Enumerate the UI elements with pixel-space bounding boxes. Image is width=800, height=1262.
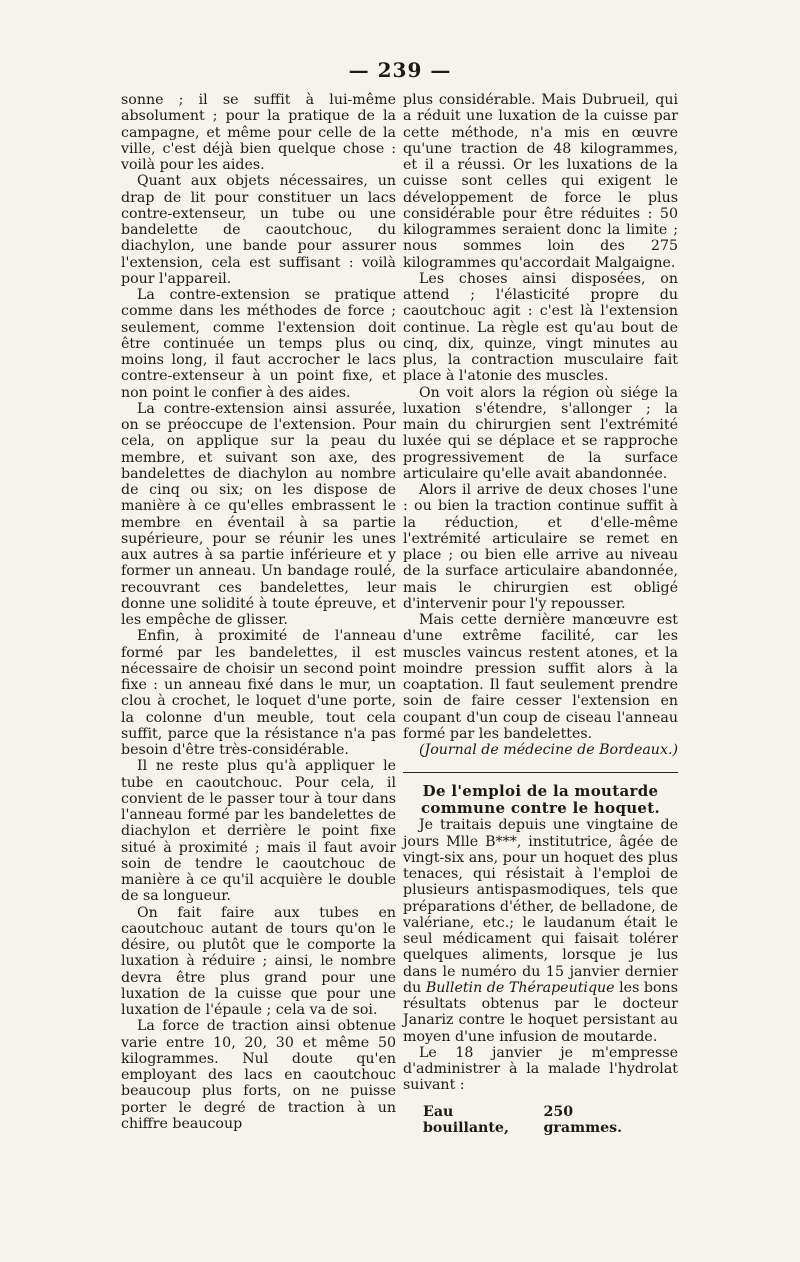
paragraph: Il ne reste plus qu'à appliquer le tube en caoutchouc. Pour cela, il convient de le passer tour à tour dans l'anneau formé par les bandelettes de diachylon et derrière le point fixe situé à proximité ; mais il faut avoir soin de tendre le caoutchouc de manière à ce qu'il acquière le double de sa longueur. (121, 758, 396, 905)
paragraph (403, 817, 678, 1045)
recipe-quantity: 250 grammes. (543, 1103, 623, 1136)
paragraph: Enfin, à proximité de l'anneau formé par les bandelettes, il est nécessaire de choisir un second point fixe : un anneau fixé dans le mur, un clou à crochet, le loquet d'une porte, la colonne d'un meuble, tout cela suffit, parce que la résistance n'a pas besoin d'être très-considérable. (121, 628, 396, 758)
left-column (121, 92, 396, 1132)
paragraph: La force de traction ainsi obtenue varie entre 10, 20, 30 et même 50 kilogrammes. Nul doute qu'en employant des lacs en caoutchouc beaucoup plus forts, on ne puisse porter le degré de traction à un chiffre beaucoup (121, 1018, 396, 1132)
paragraph: Alors il arrive de deux choses l'une : ou bien la traction continue suffit à la réduction, et d'elle-même l'extrémité articulaire se remet en place ; ou bien elle arrive au niveau de la surface articulaire abandonnée, mais le chirurgien est obligé d'intervenir pour l'y repousser. (403, 482, 678, 612)
citation (403, 742, 678, 758)
recipe-ingredient: Eau bouillante, (423, 1103, 509, 1136)
citation-text: (Journal de médecine de Bordeaux.) (418, 742, 678, 758)
paragraph-text: les bons résultats obtenus par le docteur Janariz contre le hoquet persistant au moyen d'une infusion de moutarde. (403, 979, 678, 1045)
paragraph: La contre-extension ainsi assurée, on se préoccupe de l'extension. Pour cela, on applique sur la peau du membre, et suivant son axe, des bandelettes de diachylon au nombre de cinq ou six; on les dispose de manière à ce qu'elles embrassent le membre en éventail à sa partie supérieure, pour se réunir les unes aux autres à sa partie inférieure et y former un anneau. Un bandage roulé, recouvrant ces bandelettes, leur donne une solidité à toute épreuve, et les empêche de glisser. (121, 400, 396, 628)
paragraph: Les choses ainsi disposées, on attend ; l'élasticité propre du caoutchouc agit : c'est là l'extension continue. La règle est qu'au bout de cinq, dix, quinze, vingt minutes au plus, la contraction musculaire fait place à l'atonie des muscles. (403, 270, 678, 385)
journal-title: Bulletin de Thérapeutique (425, 979, 615, 996)
recipe-line (403, 1104, 678, 1137)
paragraph: Mais cette dernière manœuvre est d'une extrême facilité, car les muscles vaincus restent atones, et la moindre pression suffit alors à la coaptation. Il faut seulement prendre soin de faire cesser l'extension en coupant d'un coup de ciseau l'anneau formé par les bandelettes. (403, 612, 678, 742)
paragraph-text: Je traitais depuis une vingtaine de jours Mlle B***, institutrice, âgée de vingt-six ans, pour un hoquet des plus tenaces, qui résistait à l'emploi de plusieurs antispasmodiques, tels que préparations d'éther, de belladone, de valériane, etc.; le laudanum était le seul médicament qui faisait tolérer quelques aliments, lorsque je lus dans le numéro du 15 janvier dernier du (403, 817, 678, 996)
right-column (403, 92, 678, 1136)
section-title: De l'emploi de la moutarde commune contre le hoquet. (403, 772, 678, 817)
paragraph: Quant aux objets nécessaires, un drap de lit pour constituer un lacs contre-extenseur, un tube ou une bandelette de caoutchouc, du diachylon, une bande pour assurer l'extension, cela est suffisant : voilà pour l'appareil. (121, 173, 396, 287)
paragraph: On voit alors la région où siége la luxation s'étendre, s'allonger ; la main du chirurgien sent l'extrémité luxée qui se déplace et se rapproche progressivement de la surface articulaire qu'elle avait abandonnée. (403, 384, 678, 482)
paragraph: sonne ; il se suffit à lui-même absolument ; pour la pratique de la campagne, et même pour celle de la ville, c'est déjà bien quelque chose : voilà pour les aides. (121, 92, 396, 173)
page-number: — 239 — (348, 58, 452, 82)
paragraph: La contre-extension se pratique comme dans les méthodes de force ; seulement, comme l'extension doit être continuée un temps plus ou moins long, il faut accrocher le lacs contre-extenseur à un point fixe, et non point le confier à des aides. (121, 287, 396, 401)
paragraph: plus considérable. Mais Dubrueil, qui a réduit une luxation de la cuisse par cette méthode, n'a mis en œuvre qu'une traction de 48 kilogrammes, et il a réussi. Or les luxations de la cuisse sont celles qui exigent le développement de force le plus considérable pour être réduites : 50 kilogrammes seraient donc la limite ; nous sommes loin des 275 kilogrammes qu'accordait Malgaigne. (403, 92, 678, 271)
paragraph: Le 18 janvier je m'empresse d'administrer à la malade l'hydrolat suivant : (403, 1044, 678, 1094)
paragraph: On fait faire aux tubes en caoutchouc autant de tours qu'on le désire, ou plutôt que le comporte la luxation à réduire ; ainsi, le nombre devra être plus grand pour une luxation de la cuisse que pour une luxation de l'épaule ; cela va de soi. (121, 904, 396, 1018)
